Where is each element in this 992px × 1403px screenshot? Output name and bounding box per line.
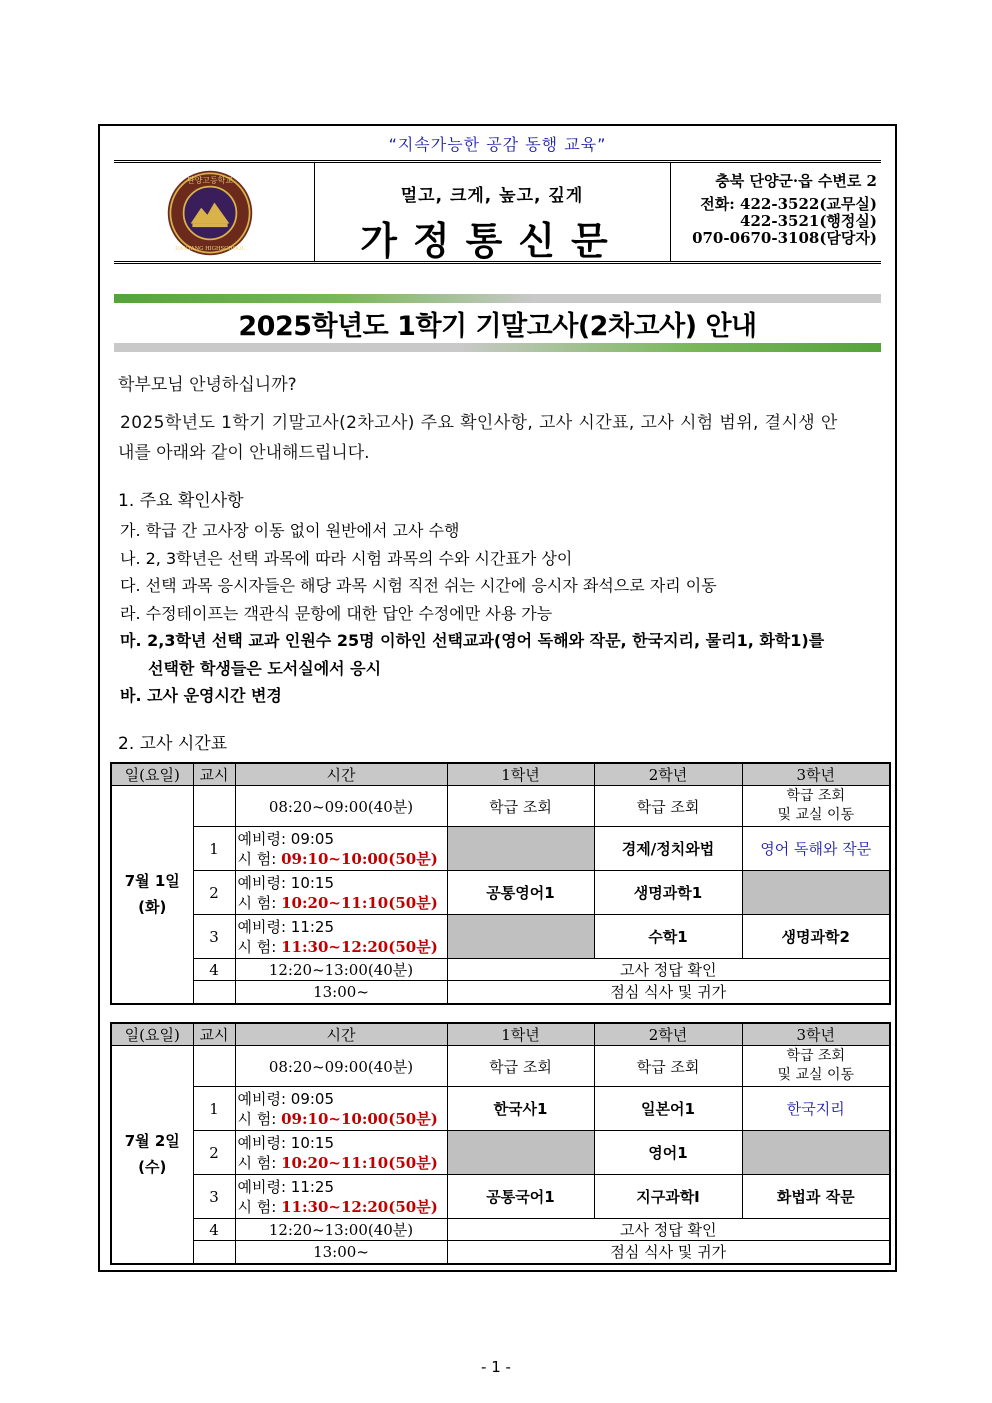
table-row: [111, 786, 890, 827]
period-cell: [193, 1046, 235, 1087]
exam-time-line: [238, 1109, 447, 1129]
period-cell: 4: [193, 959, 235, 981]
date-cell: [111, 1046, 193, 1264]
slogan: 멀고, 크게, 높고, 깊게: [400, 186, 584, 206]
exam-label: 시 험:: [237, 849, 277, 868]
date: 7월 1일: [124, 872, 180, 891]
phone-admin: 422-3521(행정실): [740, 212, 877, 230]
time-cell: 13:00~: [235, 981, 447, 1004]
period-cell: 3: [193, 915, 235, 959]
grade1-cell: 공통영어1: [447, 871, 594, 915]
address: 충북 단양군·읍 수변로 2: [715, 172, 877, 190]
time-cell: [235, 871, 447, 915]
table-row: [111, 1046, 890, 1087]
grade2-cell: 생명과학1: [594, 871, 742, 915]
col-header-grade1: 1학년: [447, 1023, 594, 1046]
exam-label: 시 험:: [237, 937, 277, 956]
time-cell: [235, 827, 447, 871]
exam-time-line: [238, 849, 447, 869]
grade2-cell: 학급 조회: [594, 1046, 742, 1087]
homeroom3-line1: 학급 조회: [786, 788, 846, 804]
grade3-cell: 한국지리: [742, 1087, 890, 1131]
exam-time-line: [238, 893, 447, 913]
grade3-cell: [742, 871, 890, 915]
logo-text: 단양고등학교: [187, 176, 233, 186]
exam-label: 시 험:: [237, 893, 277, 912]
table-row: [111, 1175, 890, 1219]
weekday: (화): [138, 898, 167, 917]
exam-time: 11:30~12:20(50분): [281, 1197, 438, 1216]
period-cell: 2: [193, 871, 235, 915]
time-cell: 13:00~: [235, 1241, 447, 1264]
section2-title: 2. 고사 시간표: [118, 734, 228, 754]
table-row: [111, 1131, 890, 1175]
col-header-date: 일(요일): [111, 1023, 193, 1046]
homeroom3-line2: 및 교실 이동: [777, 1067, 855, 1083]
table-row: [111, 915, 890, 959]
grade2-cell: 경제/정치와법: [594, 827, 742, 871]
period-cell: 3: [193, 1175, 235, 1219]
grade3-cell: [742, 786, 890, 827]
contact-cell: [670, 163, 881, 261]
exam-time-line: [238, 937, 447, 957]
col-header-period: 교시: [193, 1023, 235, 1046]
time-cell: [235, 1131, 447, 1175]
grade2-cell: 학급 조회: [594, 786, 742, 827]
grade3-cell: [742, 1046, 890, 1087]
list-item: 라. 수정테이프는 객관식 문항에 대한 답안 수정에만 사용 가능: [120, 603, 553, 623]
greeting: 학부모님 안녕하십니까?: [118, 375, 297, 395]
period-cell: 2: [193, 1131, 235, 1175]
grade3-cell: 생명과학2: [742, 915, 890, 959]
grade2-cell: 일본어1: [594, 1087, 742, 1131]
col-header-period: 교시: [193, 763, 235, 786]
grade1-cell: 학급 조회: [447, 1046, 594, 1087]
grade2-cell: 영어1: [594, 1131, 742, 1175]
exam-label: 시 험:: [237, 1197, 277, 1216]
grade2-cell: 지구과학Ⅰ: [594, 1175, 742, 1219]
col-header-grade1: 1학년: [447, 763, 594, 786]
banner-bar-top: [114, 294, 881, 303]
list-item: 마. 2,3학년 선택 교과 인원수 25명 이하인 선택교과(영어 독해와 작문, 한국지리, 물리1, 화학1)를: [120, 631, 825, 650]
grade2-cell: 수학1: [594, 915, 742, 959]
col-header-grade2: 2학년: [594, 1023, 742, 1046]
motto: “지속가능한 공감 동행 교육”: [388, 135, 607, 154]
col-header-time: 시간: [235, 763, 447, 786]
table-row: [111, 959, 890, 981]
school-logo: [166, 169, 254, 257]
exam-label: 시 험:: [237, 1109, 277, 1128]
exam-time-line: [238, 1153, 447, 1173]
date-cell: [111, 786, 193, 1004]
list-item: 선택한 학생들은 도서실에서 응시: [148, 658, 382, 678]
homeroom3-line2: 및 교실 이동: [777, 807, 855, 823]
grade3-cell: [742, 1131, 890, 1175]
table-row: [111, 827, 890, 871]
col-header-date: 일(요일): [111, 763, 193, 786]
grade3-cell: 영어 독해와 작문: [742, 827, 890, 871]
timetable-day1: [110, 762, 891, 1005]
time-cell: 12:20~13:00(40분): [235, 959, 447, 981]
prep-time: 예비령: 09:05: [237, 1089, 335, 1108]
exam-time: 09:10~10:00(50분): [281, 849, 438, 868]
newsletter-title: 가정통신문: [360, 219, 624, 263]
phone-contact: 070-0670-3108(담당자): [692, 229, 877, 247]
main-title-banner: [114, 294, 881, 352]
time-cell: 08:20~09:00(40분): [235, 1046, 447, 1087]
grade3-cell: 화법과 작문: [742, 1175, 890, 1219]
time-cell: 08:20~09:00(40분): [235, 786, 447, 827]
intro-line-2: 내를 아래와 같이 안내해드립니다.: [118, 443, 370, 463]
table-row: [111, 1241, 890, 1264]
prep-time: 예비령: 10:15: [237, 873, 335, 892]
list-item: 가. 학급 간 고사장 이동 없이 원반에서 고사 수행: [120, 521, 460, 540]
list-item: 나. 2, 3학년은 선택 과목에 따라 시험 과목의 수와 시간표가 상이: [120, 548, 573, 568]
grade1-cell: 학급 조회: [447, 786, 594, 827]
period-cell: [193, 786, 235, 827]
homeroom3-line1: 학급 조회: [786, 1048, 846, 1064]
grade1-cell: 한국사1: [447, 1087, 594, 1131]
newsletter-frame: [98, 124, 897, 1272]
col-header-time: 시간: [235, 1023, 447, 1046]
period-cell: 4: [193, 1219, 235, 1241]
logo-text-en: DANYANG HIGHSCHOOL: [175, 245, 245, 252]
grade1-cell: [447, 827, 594, 871]
phone-office: 전화: 422-3522(교무실): [700, 195, 877, 213]
grade1-cell: [447, 1131, 594, 1175]
table-row: [111, 981, 890, 1004]
time-cell: [235, 915, 447, 959]
list-item: 다. 선택 과목 응시자들은 해당 과목 시험 직전 쉬는 시간에 응시자 좌석으로 자리 이동: [120, 576, 717, 595]
period-cell: 1: [193, 827, 235, 871]
intro-line-1: 2025학년도 1학기 기말고사(2차고사) 주요 확인사항, 고사 시간표, 고사 시험 범위, 결시생 안: [120, 413, 838, 433]
exam-label: 시 험:: [237, 1153, 277, 1172]
table-row: [111, 871, 890, 915]
exam-time: 10:20~11:10(50분): [281, 1153, 438, 1172]
exam-time-line: [238, 1197, 447, 1217]
header-box: [114, 160, 881, 264]
exam-time: 10:20~11:10(50분): [281, 893, 438, 912]
col-header-grade2: 2학년: [594, 763, 742, 786]
prep-time: 예비령: 10:15: [237, 1133, 335, 1152]
exam-time: 09:10~10:00(50분): [281, 1109, 438, 1128]
section1-list: [120, 517, 885, 710]
table-row: [111, 1219, 890, 1241]
col-header-grade3: 3학년: [742, 1023, 890, 1046]
col-header-grade3: 3학년: [742, 763, 890, 786]
lunch-cell: 점심 식사 및 귀가: [447, 1241, 890, 1264]
weekday: (수): [138, 1158, 167, 1177]
title-cell: [314, 163, 671, 261]
main-title: 2025학년도 1학기 기말고사(2차고사) 안내: [238, 311, 757, 342]
grade1-cell: [447, 915, 594, 959]
prep-time: 예비령: 11:25: [237, 917, 335, 936]
timetable-day2: [110, 1022, 891, 1265]
exam-time: 11:30~12:20(50분): [281, 937, 438, 956]
banner-bar-bottom: [114, 343, 881, 352]
answer-check-cell: 고사 정답 확인: [447, 959, 890, 981]
date: 7월 2일: [124, 1132, 180, 1151]
list-item: 바. 고사 운영시간 변경: [120, 686, 282, 705]
time-cell: 12:20~13:00(40분): [235, 1219, 447, 1241]
period-cell: 1: [193, 1087, 235, 1131]
answer-check-cell: 고사 정답 확인: [447, 1219, 890, 1241]
table-row: [111, 1087, 890, 1131]
time-cell: [235, 1175, 447, 1219]
logo-cell: [114, 163, 315, 261]
section1-title: 1. 주요 확인사항: [118, 491, 244, 511]
page-number: - 1 -: [481, 1358, 511, 1376]
period-cell: [193, 1241, 235, 1264]
prep-time: 예비령: 09:05: [237, 829, 335, 848]
period-cell: [193, 981, 235, 1004]
prep-time: 예비령: 11:25: [237, 1177, 335, 1196]
grade1-cell: 공통국어1: [447, 1175, 594, 1219]
lunch-cell: 점심 식사 및 귀가: [447, 981, 890, 1004]
time-cell: [235, 1087, 447, 1131]
